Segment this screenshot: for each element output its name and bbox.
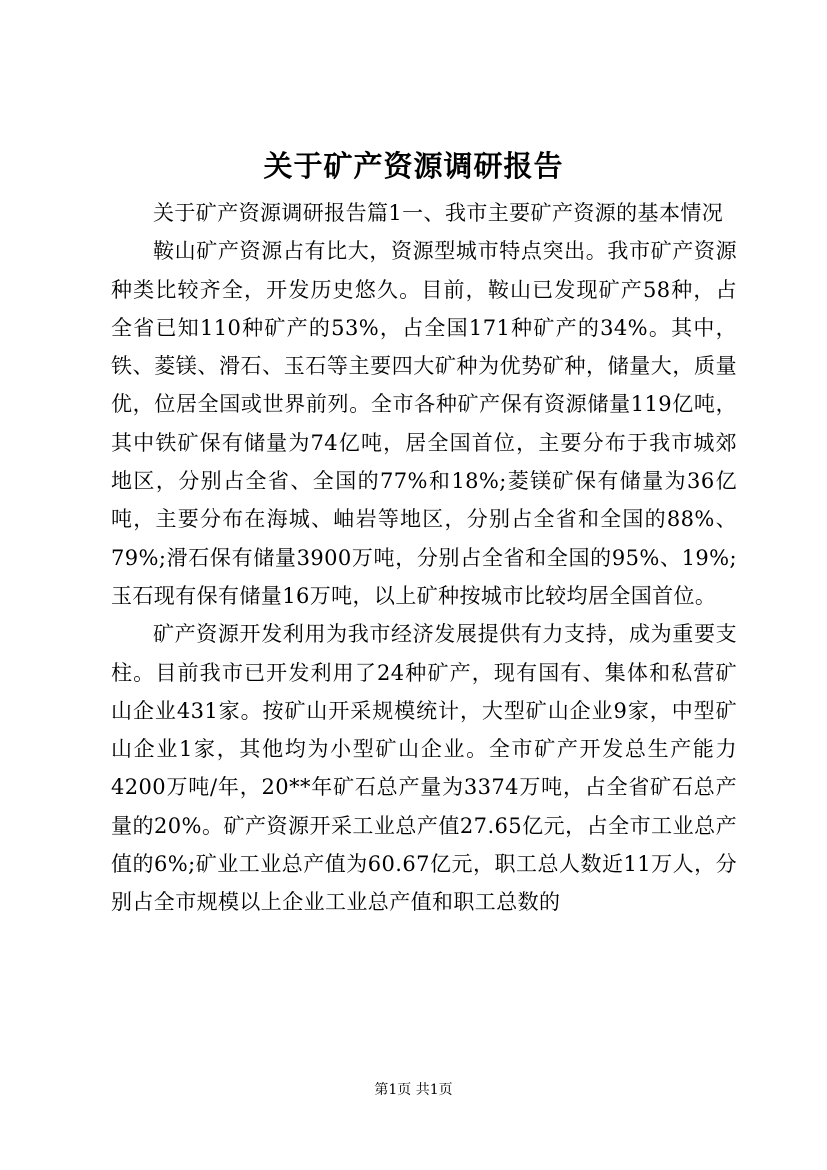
paragraph-resources: 鞍山矿产资源占有比大，资源型城市特点突出。我市矿产资源种类比较齐全，开发历史悠久。目前，鞍山已发现矿产58种，占全省已知110种矿产的53%，占全国171种矿产的34%。其中，铁、菱镁、滑石、玉石等主要四大矿种为优势矿种，储量大，质量优，位居全国或世界前列。全市各种矿产保有资源储量119亿吨，其中铁矿保有储量为74亿吨，居全国首位，主要分布于我市城郊地区，分别占全省、全国的77%和18%;菱镁矿保有储量为36亿吨，主要分布在海城、岫岩等地区，分别占全省和全国的88%、79%;滑石保有储量3900万吨，分别占全省和全国的95%、19%;玉石现有保有储量16万吨，以上矿种按城市比较均居全国首位。 (111, 239, 737, 608)
page-footer: 第1页 共1页 (374, 1082, 453, 1098)
paragraph-intro: 关于矿产资源调研报告篇1一、我市主要矿产资源的基本情况 (153, 201, 724, 225)
document-title: 关于矿产资源调研报告 (263, 149, 564, 183)
paragraph-development: 矿产资源开发利用为我市经济发展提供有力支持，成为重要支柱。目前我市已开发利用了24种矿产，现有国有、集体和私营矿山企业431家。按矿山开采规模统计，大型矿山企业9家，中型矿山企业1家，其他均为小型矿山企业。全市矿产开发总生产能力4200万吨/年，20**年矿石总产量为3374万吨，占全省矿石总产量的20%。矿产资源开采工业总产值27.65亿元，占全市工业总产值的6%;矿业工业总产值为60.67亿元，职工总人数近11万人，分别占全市规模以上企业工业总产值和职工总数的 (111, 622, 737, 915)
document-body (111, 194, 737, 922)
